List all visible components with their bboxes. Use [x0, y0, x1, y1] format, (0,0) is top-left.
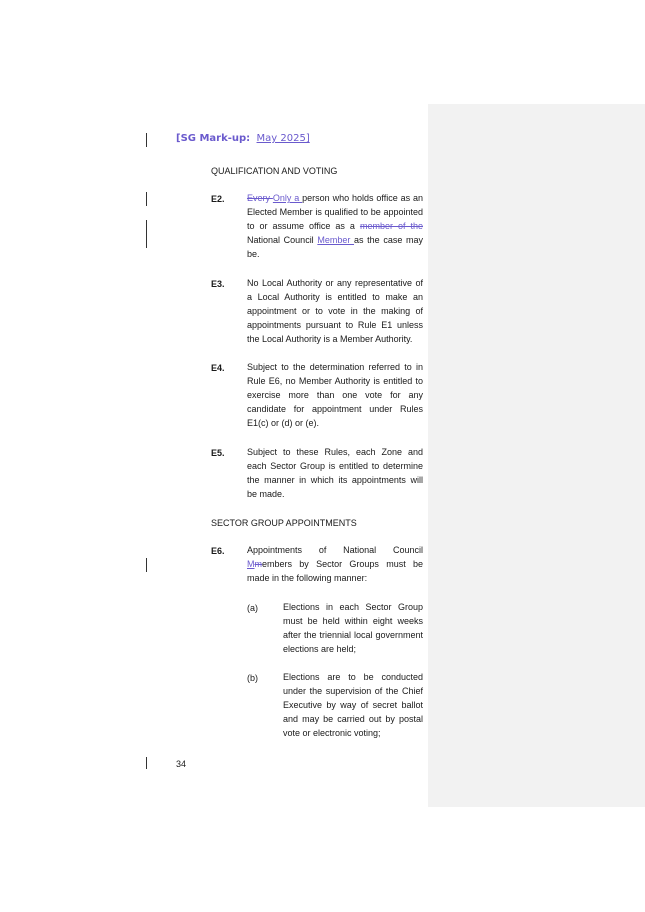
- sub-rule-text-a: Elections in each Sector Group must be held within eight weeks after the triennial local government elections are held;: [283, 602, 423, 655]
- inserted-text: Member: [317, 235, 355, 246]
- change-bar: [146, 133, 147, 147]
- rule-text-e4: Subject to the determination referred to in Rule E6, no Member Authority is entitled to exercise more than one vote for any candidate for appointment under Rules E1(c) or (d) or (e).: [247, 362, 423, 429]
- change-bar: [146, 558, 147, 572]
- section-heading-qualification: QUALIFICATION AND VOTING: [211, 166, 338, 176]
- rule-number-e5: E5.: [211, 448, 225, 458]
- inserted-text: Only a: [272, 193, 303, 203]
- rule-text-e2: Every Only a person who holds office as an Elected Member is qualified to be appointed to or assume office as a member of the National Council Member as the case may be.: [247, 193, 424, 260]
- section-heading-sector: SECTOR GROUP APPOINTMENTS: [211, 518, 357, 528]
- sub-rule-label-b: (b): [247, 673, 258, 683]
- rule-text-e3: No Local Authority or any representative of a Local Authority is entitled to make an appointment or to vote in the making of appointments pursuant to Rule E1 unless the Local Authority is a Member Authority.: [247, 278, 423, 345]
- deleted-text: member of the: [359, 221, 423, 232]
- change-bar: [146, 220, 147, 248]
- rule-number-e3: E3.: [211, 279, 225, 289]
- inserted-text: M: [247, 559, 255, 570]
- rule-text-e5: Subject to these Rules, each Zone and each Sector Group is entitled to determine the manner in which its appointments will be made.: [247, 447, 423, 500]
- comments-pane: [428, 104, 645, 807]
- markup-label: [SG Mark-up: May 2025]: [176, 133, 310, 144]
- page-number: 34: [176, 759, 187, 769]
- rule-number-e4: E4.: [211, 363, 225, 373]
- change-bar: [146, 192, 147, 206]
- deleted-text: Every: [247, 193, 273, 203]
- rule-text-e6: Appointments of National Council Mmembers by Sector Groups must be made in the following manner:: [247, 545, 423, 584]
- rule-number-e6: E6.: [211, 546, 225, 556]
- rule-number-e2: E2.: [211, 194, 225, 204]
- sub-rule-text-b: Elections are to be conducted under the supervision of the Chief Executive by way of secret ballot and may be carried out by postal vote or electronic voting;: [283, 672, 423, 739]
- change-bar: [146, 757, 147, 769]
- sub-rule-label-a: (a): [247, 603, 258, 613]
- deleted-text: m: [254, 559, 262, 570]
